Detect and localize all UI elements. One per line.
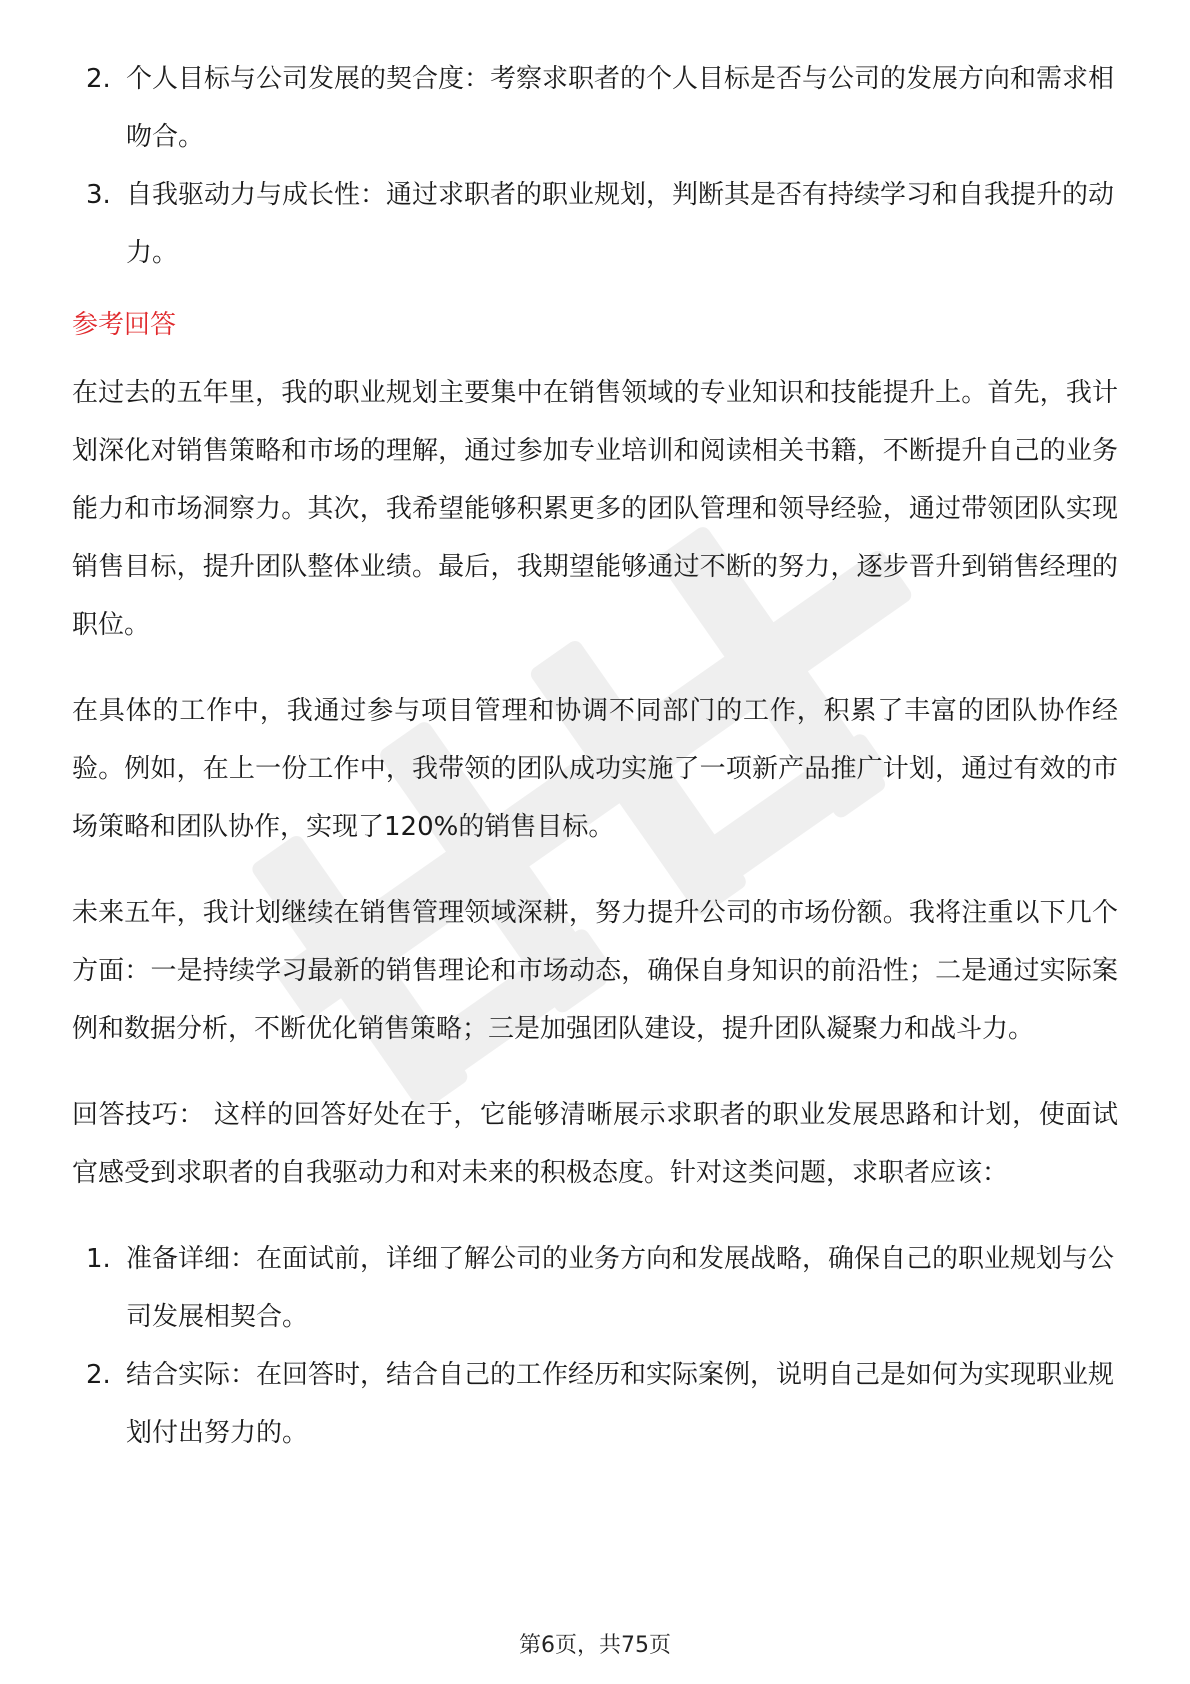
list-number: 1. <box>86 1244 111 1274</box>
list-item <box>72 1346 1118 1462</box>
list-item-text: 结合实际：在回答时，结合自己的工作经历和实际案例，说明自己是如何为实现职业规划付出努力的。 <box>126 1360 1115 1448</box>
answer-paragraph: 在具体的工作中，我通过参与项目管理和协调不同部门的工作，积累了丰富的团队协作经验。例如，在上一份工作中，我带领的团队成功实施了一项新产品推广计划，通过有效的市场策略和团队协作，实现了120%的销售目标。 <box>72 696 1118 842</box>
list-item <box>72 50 1118 166</box>
criteria-list <box>72 50 1118 282</box>
list-item-text: 准备详细：在面试前，详细了解公司的业务方向和发展战略，确保自己的职业规划与公司发展相契合。 <box>126 1244 1115 1332</box>
section-heading: 参考回答 <box>72 310 177 340</box>
answer-paragraph: 在过去的五年里，我的职业规划主要集中在销售领域的专业知识和技能提升上。首先，我计划深化对销售策略和市场的理解，通过参加专业培训和阅读相关书籍，不断提升自己的业务能力和市场洞察力。其次，我希望能够积累更多的团队管理和领导经验，通过带领团队实现销售目标，提升团队整体业绩。最后，我期望能够通过不断的努力，逐步晋升到销售经理的职位。 <box>72 378 1118 640</box>
answer-paragraph: 未来五年，我计划继续在销售管理领域深耕，努力提升公司的市场份额。我将注重以下几个方面：一是持续学习最新的销售理论和市场动态，确保自身知识的前沿性；二是通过实际案例和数据分析，不断优化销售策略；三是加强团队建设，提升团队凝聚力和战斗力。 <box>72 898 1118 1044</box>
document-page <box>72 50 1118 1462</box>
list-number: 2. <box>86 64 111 94</box>
list-number: 3. <box>86 180 111 210</box>
list-number: 2. <box>86 1360 111 1390</box>
list-item <box>72 1230 1118 1346</box>
tips-paragraph: 回答技巧： 这样的回答好处在于，它能够清晰展示求职者的职业发展思路和计划，使面试官感受到求职者的自我驱动力和对未来的积极态度。针对这类问题，求职者应该： <box>72 1100 1118 1188</box>
list-item-text: 个人目标与公司发展的契合度：考察求职者的个人目标是否与公司的发展方向和需求相吻合。 <box>126 64 1115 152</box>
page-footer: 第6页，共75页 <box>519 1633 671 1658</box>
list-item <box>72 166 1118 282</box>
list-item-text: 自我驱动力与成长性：通过求职者的职业规划，判断其是否有持续学习和自我提升的动力。 <box>126 180 1115 268</box>
tips-list <box>72 1230 1118 1462</box>
